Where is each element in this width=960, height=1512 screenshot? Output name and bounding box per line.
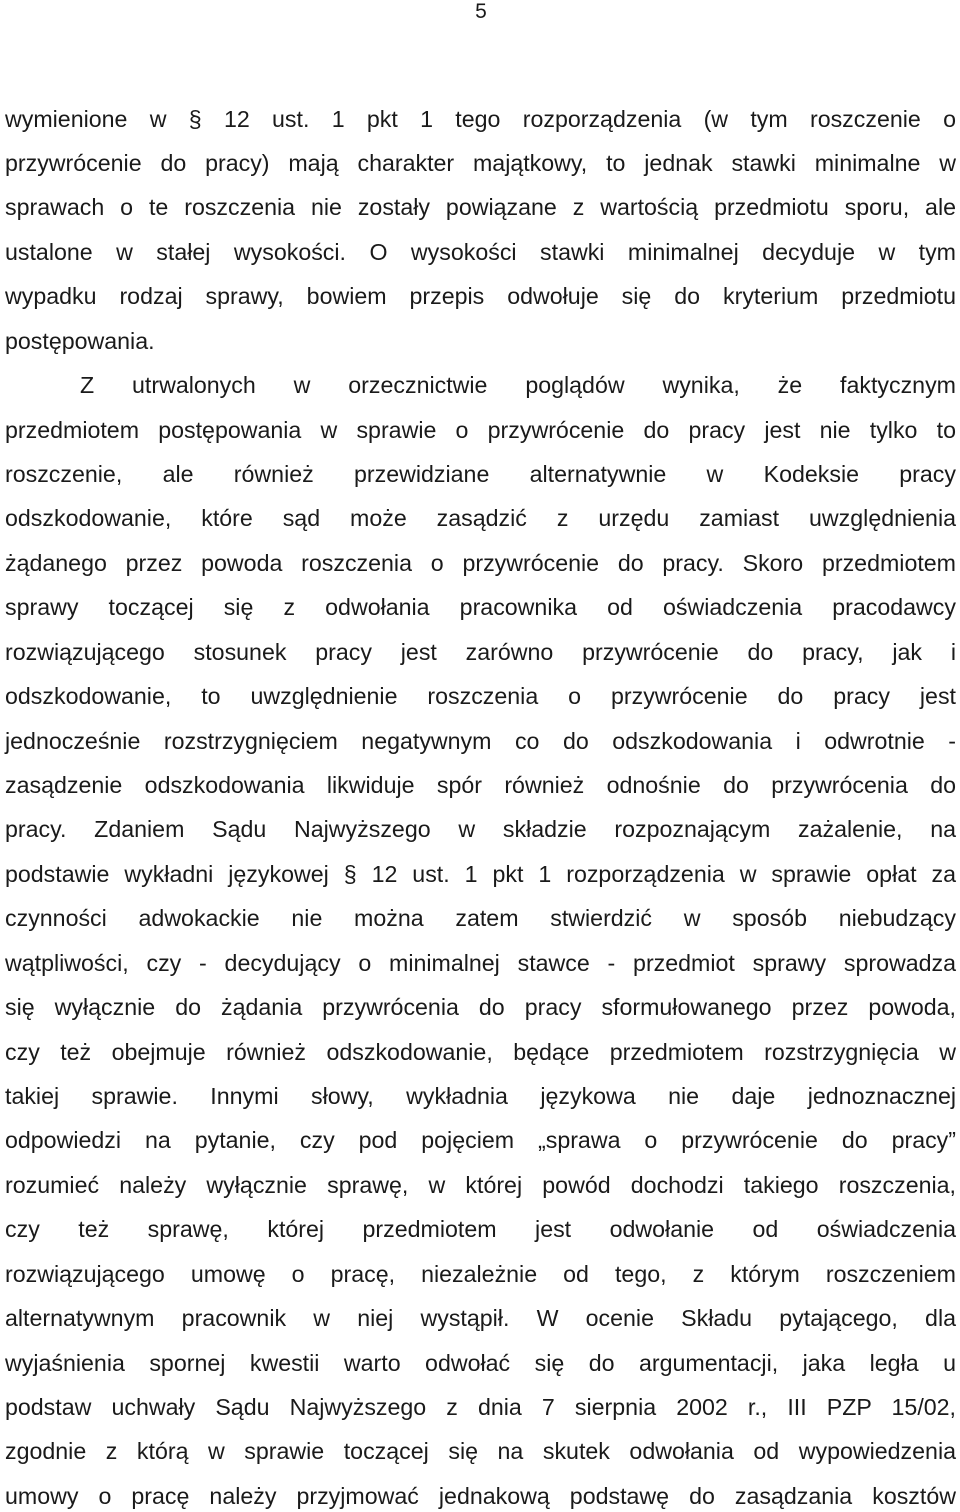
text-line: się wyłącznie do żądania przywrócenia do pracy sformułowanego przez powoda, — [5, 994, 956, 1020]
text-line: ustalone w stałej wysokości. O wysokości stawki minimalnej decyduje w tym — [5, 239, 956, 265]
text-line: wymienione w § 12 ust. 1 pkt 1 tego rozporządzenia (w tym roszczenie o — [5, 106, 956, 132]
text-line: zasądzenie odszkodowania likwiduje spór również odnośnie do przywrócenia do — [5, 772, 956, 798]
text-line: umowy o pracę należy przyjmować jednakową podstawę do zasądzania kosztów — [5, 1483, 956, 1509]
text-line: rozumieć należy wyłącznie sprawę, w której powód dochodzi takiego roszczenia, — [5, 1172, 956, 1198]
text-line: rozwiązującego umowę o pracę, niezależnie od tego, z którym roszczeniem — [5, 1261, 956, 1287]
text-line: wypadku rodzaj sprawy, bowiem przepis odwołuje się do kryterium przedmiotu — [5, 283, 956, 309]
page-number: 5 — [475, 0, 487, 23]
text-line: odszkodowanie, to uwzględnienie roszczenia o przywrócenie do pracy jest — [5, 683, 956, 709]
text-line: czynności adwokackie nie można zatem stwierdzić w sposób niebudzący — [5, 905, 956, 931]
text-line: postępowania. — [5, 328, 155, 354]
text-line: zgodnie z którą w sprawie toczącej się na skutek odwołania od wypowiedzenia — [5, 1438, 956, 1464]
text-line: wyjaśnienia spornej kwestii warto odwołać się do argumentacji, jaka legła u — [5, 1350, 956, 1376]
text-line: odszkodowanie, które sąd może zasądzić z urzędu zamiast uwzględnienia — [5, 505, 956, 531]
text-line: czy też sprawę, której przedmiotem jest odwołanie od oświadczenia — [5, 1216, 956, 1242]
text-line: pracy. Zdaniem Sądu Najwyższego w składzie rozpoznającym zażalenie, na — [5, 816, 956, 842]
text-line: podstaw uchwały Sądu Najwyższego z dnia 7 sierpnia 2002 r., III PZP 15/02, — [5, 1394, 956, 1420]
text-line: roszczenie, ale również przewidziane alternatywnie w Kodeksie pracy — [5, 461, 956, 487]
text-line: przywrócenie do pracy) mają charakter majątkowy, to jednak stawki minimalne w — [5, 150, 956, 176]
text-line: rozwiązującego stosunek pracy jest zarówno przywrócenie do pracy, jak i — [5, 639, 956, 665]
text-line: Z utrwalonych w orzecznictwie poglądów wynika, że faktycznym — [80, 372, 956, 398]
text-line: podstawie wykładni językowej § 12 ust. 1 pkt 1 rozporządzenia w sprawie opłat za — [5, 861, 956, 887]
text-line: czy też obejmuje również odszkodowanie, będące przedmiotem rozstrzygnięcia w — [5, 1039, 956, 1065]
text-line: sprawy toczącej się z odwołania pracownika od oświadczenia pracodawcy — [5, 594, 956, 620]
text-line: żądanego przez powoda roszczenia o przywrócenie do pracy. Skoro przedmiotem — [5, 550, 956, 576]
text-line: wątpliwości, czy - decydujący o minimalnej stawce - przedmiot sprawy sprowadza — [5, 950, 956, 976]
text-line: alternatywnym pracownik w niej wystąpił. W ocenie Składu pytającego, dla — [5, 1305, 956, 1331]
text-line: odpowiedzi na pytanie, czy pod pojęciem „sprawa o przywrócenie do pracy” — [5, 1127, 956, 1153]
text-line: jednocześnie rozstrzygnięciem negatywnym co do odszkodowania i odwrotnie - — [5, 728, 956, 754]
text-line: przedmiotem postępowania w sprawie o przywrócenie do pracy jest nie tylko to — [5, 417, 956, 443]
text-line: takiej sprawie. Innymi słowy, wykładnia językowa nie daje jednoznacznej — [5, 1083, 956, 1109]
text-line: sprawach o te roszczenia nie zostały powiązane z wartością przedmiotu sporu, ale — [5, 194, 956, 220]
